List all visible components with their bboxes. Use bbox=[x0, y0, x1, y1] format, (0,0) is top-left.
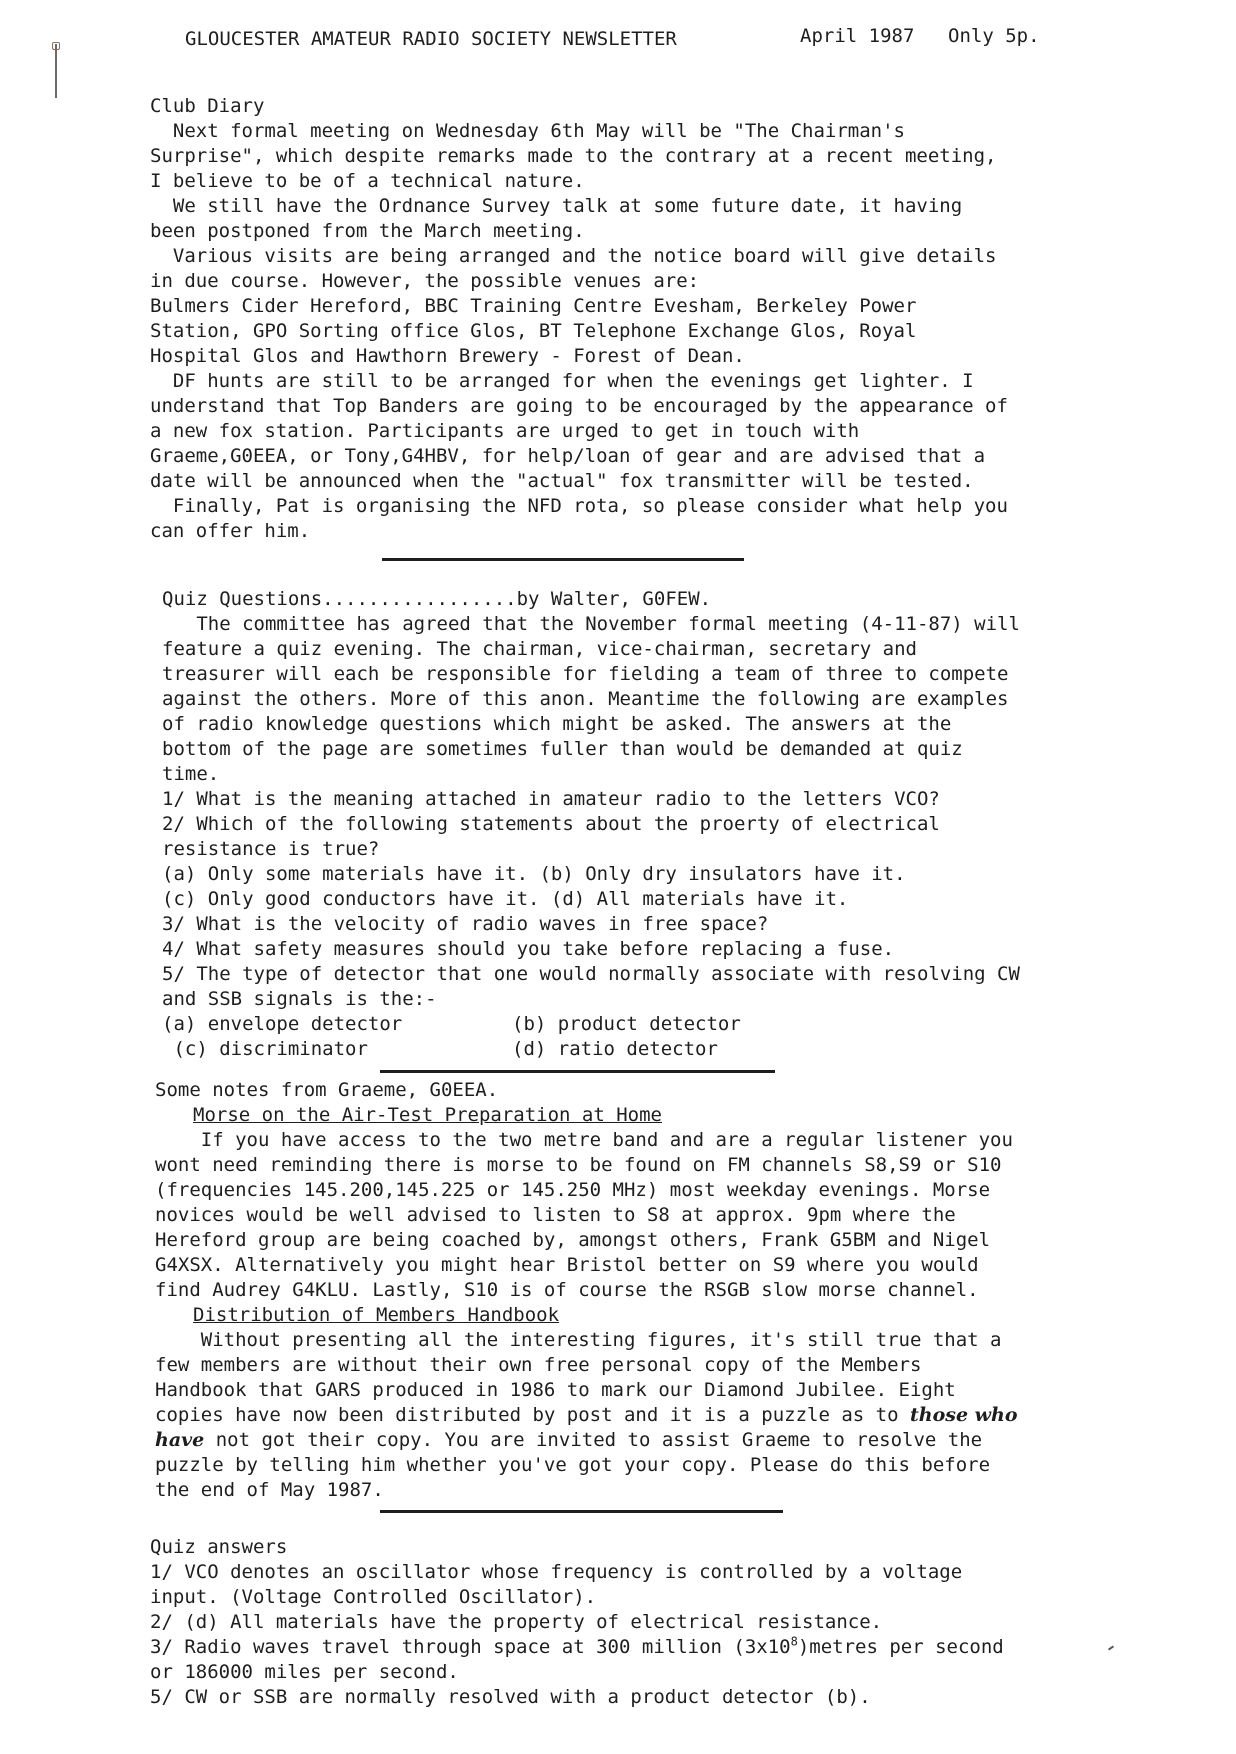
text-line bbox=[155, 1428, 982, 1453]
text-line: The committee has agreed that the November formal meeting (4-11-87) will bbox=[162, 613, 1020, 635]
text-line: We still have the Ordnance Survey talk at some future date, it having bbox=[150, 195, 963, 217]
answer-line: 5/ CW or SSB are normally resolved with a product detector (b). bbox=[150, 1686, 871, 1708]
text-line: 4/ What safety measures should you take before replacing a fuse. bbox=[162, 938, 895, 960]
text-line: a new fox station. Participants are urged to get in touch with bbox=[150, 420, 860, 442]
text-line: (frequencies 145.200,145.225 or 145.250 MHz) most weekday evenings. Morse bbox=[155, 1179, 991, 1201]
text-line: in due course. However, the possible venues are: bbox=[150, 270, 700, 292]
answer-line: or 186000 miles per second. bbox=[150, 1661, 459, 1683]
text-line: Handbook that GARS produced in 1986 to mark our Diamond Jubilee. Eight bbox=[155, 1379, 956, 1401]
text-line: understand that Top Banders are going to be encouraged by the appearance of bbox=[150, 395, 1008, 417]
section-divider bbox=[380, 1510, 783, 1513]
staple-mark bbox=[52, 42, 60, 50]
issue-price: Only 5p. bbox=[948, 25, 1040, 47]
text-line: 3/ What is the velocity of radio waves in free space? bbox=[162, 913, 769, 935]
hole-punch-mark bbox=[55, 44, 57, 98]
text-line: (c) Only good conductors have it. (d) All materials have it. bbox=[162, 888, 849, 910]
club-diary-heading: Club Diary bbox=[150, 95, 265, 117]
notes-heading: Some notes from Graeme, G0EEA. bbox=[155, 1079, 499, 1101]
text-line: (a) Only some materials have it. (b) Only dry insulators have it. bbox=[162, 863, 906, 885]
text-line: been postponed from the March meeting. bbox=[150, 220, 585, 242]
text-line: puzzle by telling him whether you've got your copy. Please do this before bbox=[155, 1454, 991, 1476]
text-line: of radio knowledge questions which might be asked. The answers at the bbox=[162, 713, 952, 735]
newsletter-title: GLOUCESTER AMATEUR RADIO SOCIETY NEWSLETTER bbox=[185, 28, 677, 50]
text-line: Without presenting all the interesting figures, it's still true that a bbox=[155, 1329, 1002, 1351]
text-line: Graeme,G0EEA, or Tony,G4HBV, for help/loan of gear and are advised that a bbox=[150, 445, 986, 467]
text-line: wont need reminding there is morse to be found on FM channels S8,S9 or S10 bbox=[155, 1154, 1002, 1176]
superscript-exponent: 8 bbox=[790, 1634, 798, 1649]
handbook-subheading: Distribution of Members Handbook bbox=[193, 1304, 560, 1326]
text-line: date will be announced when the "actual" fox transmitter will be tested. bbox=[150, 470, 974, 492]
text-line: and SSB signals is the:- bbox=[162, 988, 437, 1010]
text-line: few members are without their own free personal copy of the Members bbox=[155, 1354, 922, 1376]
text-line: novices would be well advised to listen to S8 at approx. 9pm where the bbox=[155, 1204, 956, 1226]
section-divider bbox=[382, 558, 744, 561]
text-line: the end of May 1987. bbox=[155, 1479, 384, 1501]
text-fragment: )metres per second bbox=[797, 1636, 1004, 1658]
text-line: If you have access to the two metre band and are a regular listener you bbox=[155, 1129, 1013, 1151]
pen-mark bbox=[1108, 1645, 1114, 1650]
text-line: G4XSX. Alternatively you might hear Bristol better on S9 where you would bbox=[155, 1254, 979, 1276]
text-line: time. bbox=[162, 763, 220, 785]
morse-subheading: Morse on the Air-Test Preparation at Home bbox=[193, 1104, 662, 1126]
text-line: resistance is true? bbox=[162, 838, 380, 860]
text-line: 1/ What is the meaning attached in amateur radio to the letters VCO? bbox=[162, 788, 940, 810]
text-fragment: copies have now been distributed by post and it is a puzzle as to bbox=[155, 1404, 910, 1426]
text-line: Hereford group are being coached by, amongst others, Frank G5BM and Nigel bbox=[155, 1229, 991, 1251]
text-line: 5/ The type of detector that one would normally associate with resolving CW bbox=[162, 963, 1020, 985]
quiz-option-a: (a) envelope detector bbox=[162, 1013, 403, 1035]
text-line: Next formal meeting on Wednesday 6th May will be "The Chairman's bbox=[150, 120, 905, 142]
text-line: Station, GPO Sorting office Glos, BT Telephone Exchange Glos, Royal bbox=[150, 320, 917, 342]
text-line: against the others. More of this anon. Meantime the following are examples bbox=[162, 688, 1009, 710]
text-fragment: not got their copy. You are invited to assist Graeme to resolve the bbox=[204, 1429, 983, 1451]
text-line: Hospital Glos and Hawthorn Brewery - Forest of Dean. bbox=[150, 345, 745, 367]
answer-line: 2/ (d) All materials have the property of electrical resistance. bbox=[150, 1611, 883, 1633]
text-line: Finally, Pat is organising the NFD rota, so please consider what help you bbox=[150, 495, 1008, 517]
text-line: DF hunts are still to be arranged for when the evenings get lighter. I bbox=[150, 370, 974, 392]
text-line: can offer him. bbox=[150, 520, 311, 542]
quiz-answers-heading: Quiz answers bbox=[150, 1536, 288, 1558]
answer-line: input. (Voltage Controlled Oscillator). bbox=[150, 1586, 597, 1608]
text-line bbox=[155, 1403, 1018, 1428]
quiz-option-b: (b) product detector bbox=[512, 1013, 741, 1035]
text-line: I believe to be of a technical nature. bbox=[150, 170, 585, 192]
issue-date: April 1987 bbox=[800, 25, 915, 47]
text-line: Bulmers Cider Hereford, BBC Training Centre Evesham, Berkeley Power bbox=[150, 295, 917, 317]
handwritten-correction: those who bbox=[909, 1404, 1018, 1426]
answer-line: 1/ VCO denotes an oscillator whose frequency is controlled by a voltage bbox=[150, 1561, 963, 1583]
section-divider bbox=[380, 1070, 775, 1073]
text-line: bottom of the page are sometimes fuller than would be demanded at quiz bbox=[162, 738, 963, 760]
answer-line bbox=[150, 1635, 1004, 1660]
text-line: treasurer will each be responsible for fielding a team of three to compete bbox=[162, 663, 1009, 685]
text-line: find Audrey G4KLU. Lastly, S10 is of course the RSGB slow morse channel. bbox=[155, 1279, 979, 1301]
handwritten-correction: have bbox=[155, 1429, 205, 1451]
quiz-questions-heading: Quiz Questions.................by Walter, G0FEW. bbox=[162, 588, 712, 610]
text-line: 2/ Which of the following statements about the proerty of electrical bbox=[162, 813, 940, 835]
quiz-option-c: (c) discriminator bbox=[162, 1038, 368, 1060]
text-line: Various visits are being arranged and the notice board will give details bbox=[150, 245, 997, 267]
text-line: feature a quiz evening. The chairman, vice-chairman, secretary and bbox=[162, 638, 917, 660]
text-fragment: 3/ Radio waves travel through space at 300 million (3x10 bbox=[150, 1636, 791, 1658]
text-line: Surprise", which despite remarks made to the contrary at a recent meeting, bbox=[150, 145, 997, 167]
quiz-option-d: (d) ratio detector bbox=[512, 1038, 718, 1060]
